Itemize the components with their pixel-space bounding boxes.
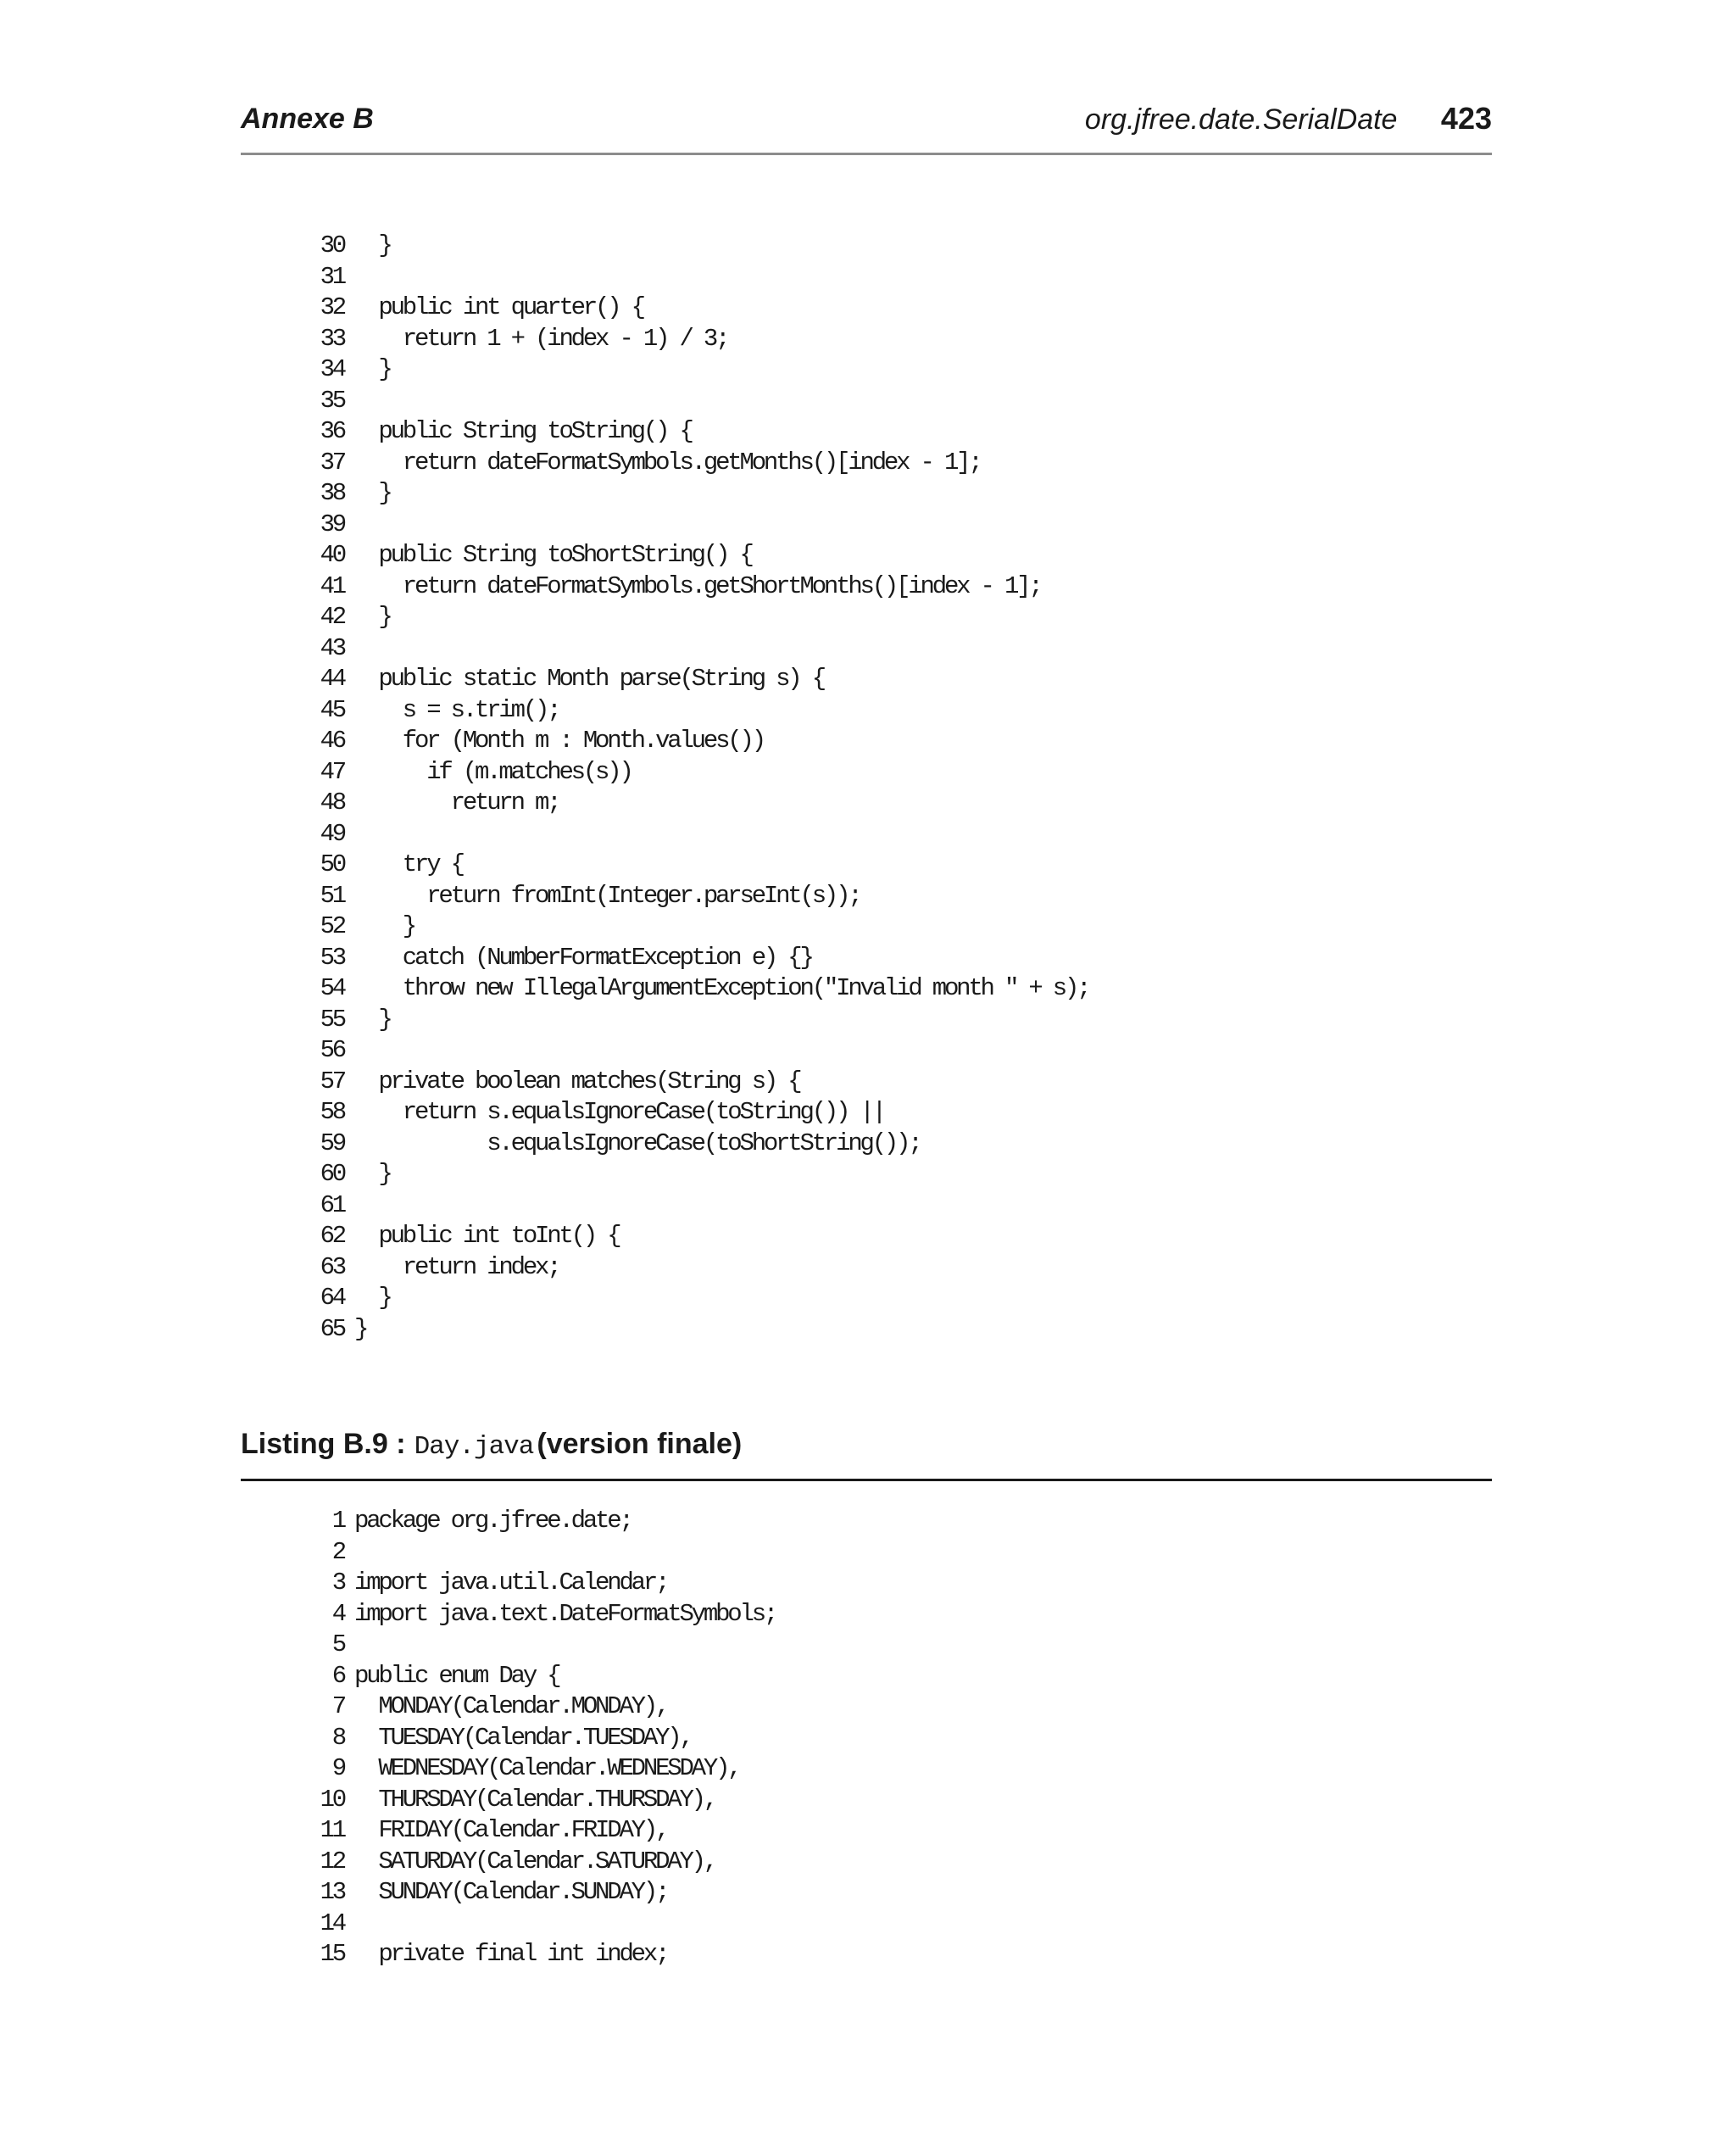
code-line — [300, 1506, 776, 1537]
line-number: 42 — [320, 603, 344, 631]
line-number: 9 — [331, 1754, 344, 1782]
code-line — [300, 231, 1088, 262]
line-number: 64 — [320, 1284, 344, 1312]
code-line — [300, 416, 1088, 448]
line-number: 33 — [320, 324, 344, 353]
code-line — [300, 695, 1088, 727]
line-number: 44 — [320, 665, 344, 693]
code-line — [300, 1568, 776, 1599]
line-number: 15 — [320, 1940, 344, 1968]
code-text: import java.util.Calendar; — [354, 1569, 668, 1597]
header-right — [1085, 100, 1492, 138]
code-text: } — [354, 1160, 391, 1188]
code-line — [300, 788, 1088, 819]
line-number: 32 — [320, 293, 344, 321]
code-text: THURSDAY(Calendar.THURSDAY), — [354, 1785, 716, 1814]
code-text: try { — [354, 850, 463, 878]
code-line — [300, 633, 1088, 665]
code-line — [300, 1129, 1088, 1160]
line-number: 2 — [331, 1537, 344, 1566]
code-line — [300, 324, 1088, 355]
code-line — [300, 1691, 776, 1723]
code-text: throw new IllegalArgumentException("Invalid month " + s); — [354, 974, 1089, 1002]
code-line — [300, 1005, 1088, 1036]
listing-label: Listing B.9 : — [241, 1428, 406, 1460]
line-number: 46 — [320, 727, 344, 755]
line-number: 10 — [320, 1785, 344, 1814]
code-text: return dateFormatSymbols.getShortMonths()[index - 1]; — [354, 571, 1041, 600]
code-listing-day-java — [300, 1506, 776, 1970]
code-line — [300, 1221, 1088, 1252]
code-text: } — [354, 1005, 391, 1034]
line-number: 40 — [320, 541, 344, 569]
line-number: 65 — [320, 1314, 344, 1343]
code-line — [300, 386, 1088, 417]
code-text: } — [354, 355, 391, 383]
code-text: TUESDAY(Calendar.TUESDAY), — [354, 1723, 692, 1752]
line-number: 48 — [320, 789, 344, 816]
code-line — [300, 1661, 776, 1692]
line-number: 47 — [320, 757, 344, 786]
code-line — [300, 354, 1088, 386]
code-line — [300, 850, 1088, 881]
code-line — [300, 1630, 776, 1661]
line-number: 12 — [320, 1847, 344, 1875]
code-text: private boolean matches(String s) { — [354, 1067, 800, 1095]
code-line — [300, 540, 1088, 571]
code-line — [300, 602, 1088, 633]
code-line — [300, 1909, 776, 1940]
code-text: return fromInt(Integer.parseInt(s)); — [354, 881, 860, 910]
code-line — [300, 1283, 1088, 1314]
code-line — [300, 1190, 1088, 1222]
code-text: package org.jfree.date; — [354, 1507, 632, 1535]
code-text: } — [354, 1314, 367, 1343]
code-line — [300, 1785, 776, 1816]
code-line — [300, 1847, 776, 1878]
line-number: 63 — [320, 1252, 344, 1281]
line-number: 31 — [320, 262, 344, 291]
line-number: 6 — [331, 1661, 344, 1690]
code-line — [300, 943, 1088, 974]
code-line — [300, 881, 1088, 912]
line-number: 13 — [320, 1878, 344, 1906]
code-text: } — [354, 912, 415, 940]
line-number: 53 — [320, 943, 344, 972]
code-text: SATURDAY(Calendar.SATURDAY), — [354, 1847, 716, 1875]
code-line — [300, 973, 1088, 1005]
code-line — [300, 571, 1088, 603]
line-number: 52 — [320, 912, 344, 940]
line-number: 3 — [331, 1569, 344, 1597]
code-line — [300, 1877, 776, 1909]
code-text: public int toInt() { — [354, 1222, 620, 1250]
code-text: public enum Day { — [354, 1661, 559, 1690]
line-number: 7 — [331, 1692, 344, 1720]
code-line — [300, 293, 1088, 324]
code-text: WEDNESDAY(Calendar.WEDNESDAY), — [354, 1754, 740, 1782]
code-text: public String toShortString() { — [354, 541, 752, 569]
code-text: MONDAY(Calendar.MONDAY), — [354, 1692, 668, 1720]
code-text: FRIDAY(Calendar.FRIDAY), — [354, 1816, 668, 1844]
code-text: catch (NumberFormatException e) {} — [354, 943, 812, 972]
line-number: 41 — [320, 571, 344, 600]
line-number: 37 — [320, 448, 344, 476]
code-text: public String toString() { — [354, 417, 692, 445]
code-line — [300, 1753, 776, 1785]
code-line — [300, 911, 1088, 943]
line-number: 62 — [320, 1222, 344, 1250]
line-number: 35 — [320, 386, 344, 415]
code-text: private final int index; — [354, 1940, 668, 1968]
line-number: 39 — [320, 510, 344, 538]
line-number: 34 — [320, 355, 344, 383]
code-text: s.equalsIgnoreCase(toShortString()); — [354, 1129, 921, 1157]
line-number: 50 — [320, 850, 344, 878]
line-number: 4 — [331, 1599, 344, 1628]
code-line — [300, 1939, 776, 1970]
code-text: return 1 + (index - 1) / 3; — [354, 324, 728, 353]
code-line — [300, 510, 1088, 541]
code-line — [300, 1035, 1088, 1067]
code-listing-continued — [300, 231, 1088, 1345]
line-number: 43 — [320, 633, 344, 662]
line-number: 61 — [320, 1190, 344, 1219]
line-number: 56 — [320, 1036, 344, 1064]
line-number: 54 — [320, 974, 344, 1002]
code-line — [300, 478, 1088, 510]
line-number: 8 — [331, 1723, 344, 1752]
listing-caption — [241, 1424, 1492, 1481]
code-text: public static Month parse(String s) { — [354, 665, 824, 693]
line-number: 36 — [320, 417, 344, 445]
line-number: 1 — [331, 1507, 344, 1535]
code-text: s = s.trim(); — [354, 695, 559, 724]
line-number: 45 — [320, 695, 344, 724]
code-line — [300, 262, 1088, 293]
line-number: 38 — [320, 479, 344, 507]
code-line — [300, 1314, 1088, 1346]
listing-filename: Day.java — [414, 1432, 534, 1462]
code-text: return m; — [354, 789, 559, 816]
code-text: } — [354, 231, 391, 259]
code-line — [300, 1097, 1088, 1129]
line-number: 5 — [331, 1630, 344, 1658]
code-line — [300, 1159, 1088, 1190]
line-number: 30 — [320, 231, 344, 259]
code-text: return dateFormatSymbols.getMonths()[index - 1]; — [354, 448, 981, 476]
line-number: 59 — [320, 1129, 344, 1157]
code-line — [300, 664, 1088, 695]
code-line — [300, 757, 1088, 789]
line-number: 51 — [320, 881, 344, 910]
page-header — [241, 100, 1492, 155]
listing-suffix: (version finale) — [537, 1428, 743, 1460]
line-number: 14 — [320, 1909, 344, 1937]
code-text: } — [354, 479, 391, 507]
code-line — [300, 1723, 776, 1754]
code-text: } — [354, 603, 391, 631]
code-text: SUNDAY(Calendar.SUNDAY); — [354, 1878, 668, 1906]
code-text: } — [354, 1284, 391, 1312]
code-text: import java.text.DateFormatSymbols; — [354, 1599, 776, 1628]
code-line — [300, 1252, 1088, 1284]
code-text: return s.equalsIgnoreCase(toString()) || — [354, 1098, 884, 1126]
code-line — [300, 1537, 776, 1569]
line-number: 57 — [320, 1067, 344, 1095]
code-text: return index; — [354, 1252, 559, 1281]
code-line — [300, 1067, 1088, 1098]
code-text: for (Month m : Month.values()) — [354, 727, 764, 755]
line-number: 11 — [320, 1816, 344, 1844]
line-number: 60 — [320, 1160, 344, 1188]
chapter-label: Annexe B — [241, 103, 374, 135]
code-line — [300, 726, 1088, 757]
code-line — [300, 819, 1088, 850]
code-text: public int quarter() { — [354, 293, 643, 321]
code-line — [300, 1815, 776, 1847]
code-text: if (m.matches(s)) — [354, 757, 632, 786]
code-line — [300, 448, 1088, 479]
page-number: 423 — [1440, 101, 1492, 136]
code-line — [300, 1599, 776, 1630]
running-title: org.jfree.date.SerialDate — [1084, 103, 1398, 136]
line-number: 58 — [320, 1098, 344, 1126]
line-number: 49 — [320, 819, 344, 848]
line-number: 55 — [320, 1005, 344, 1034]
